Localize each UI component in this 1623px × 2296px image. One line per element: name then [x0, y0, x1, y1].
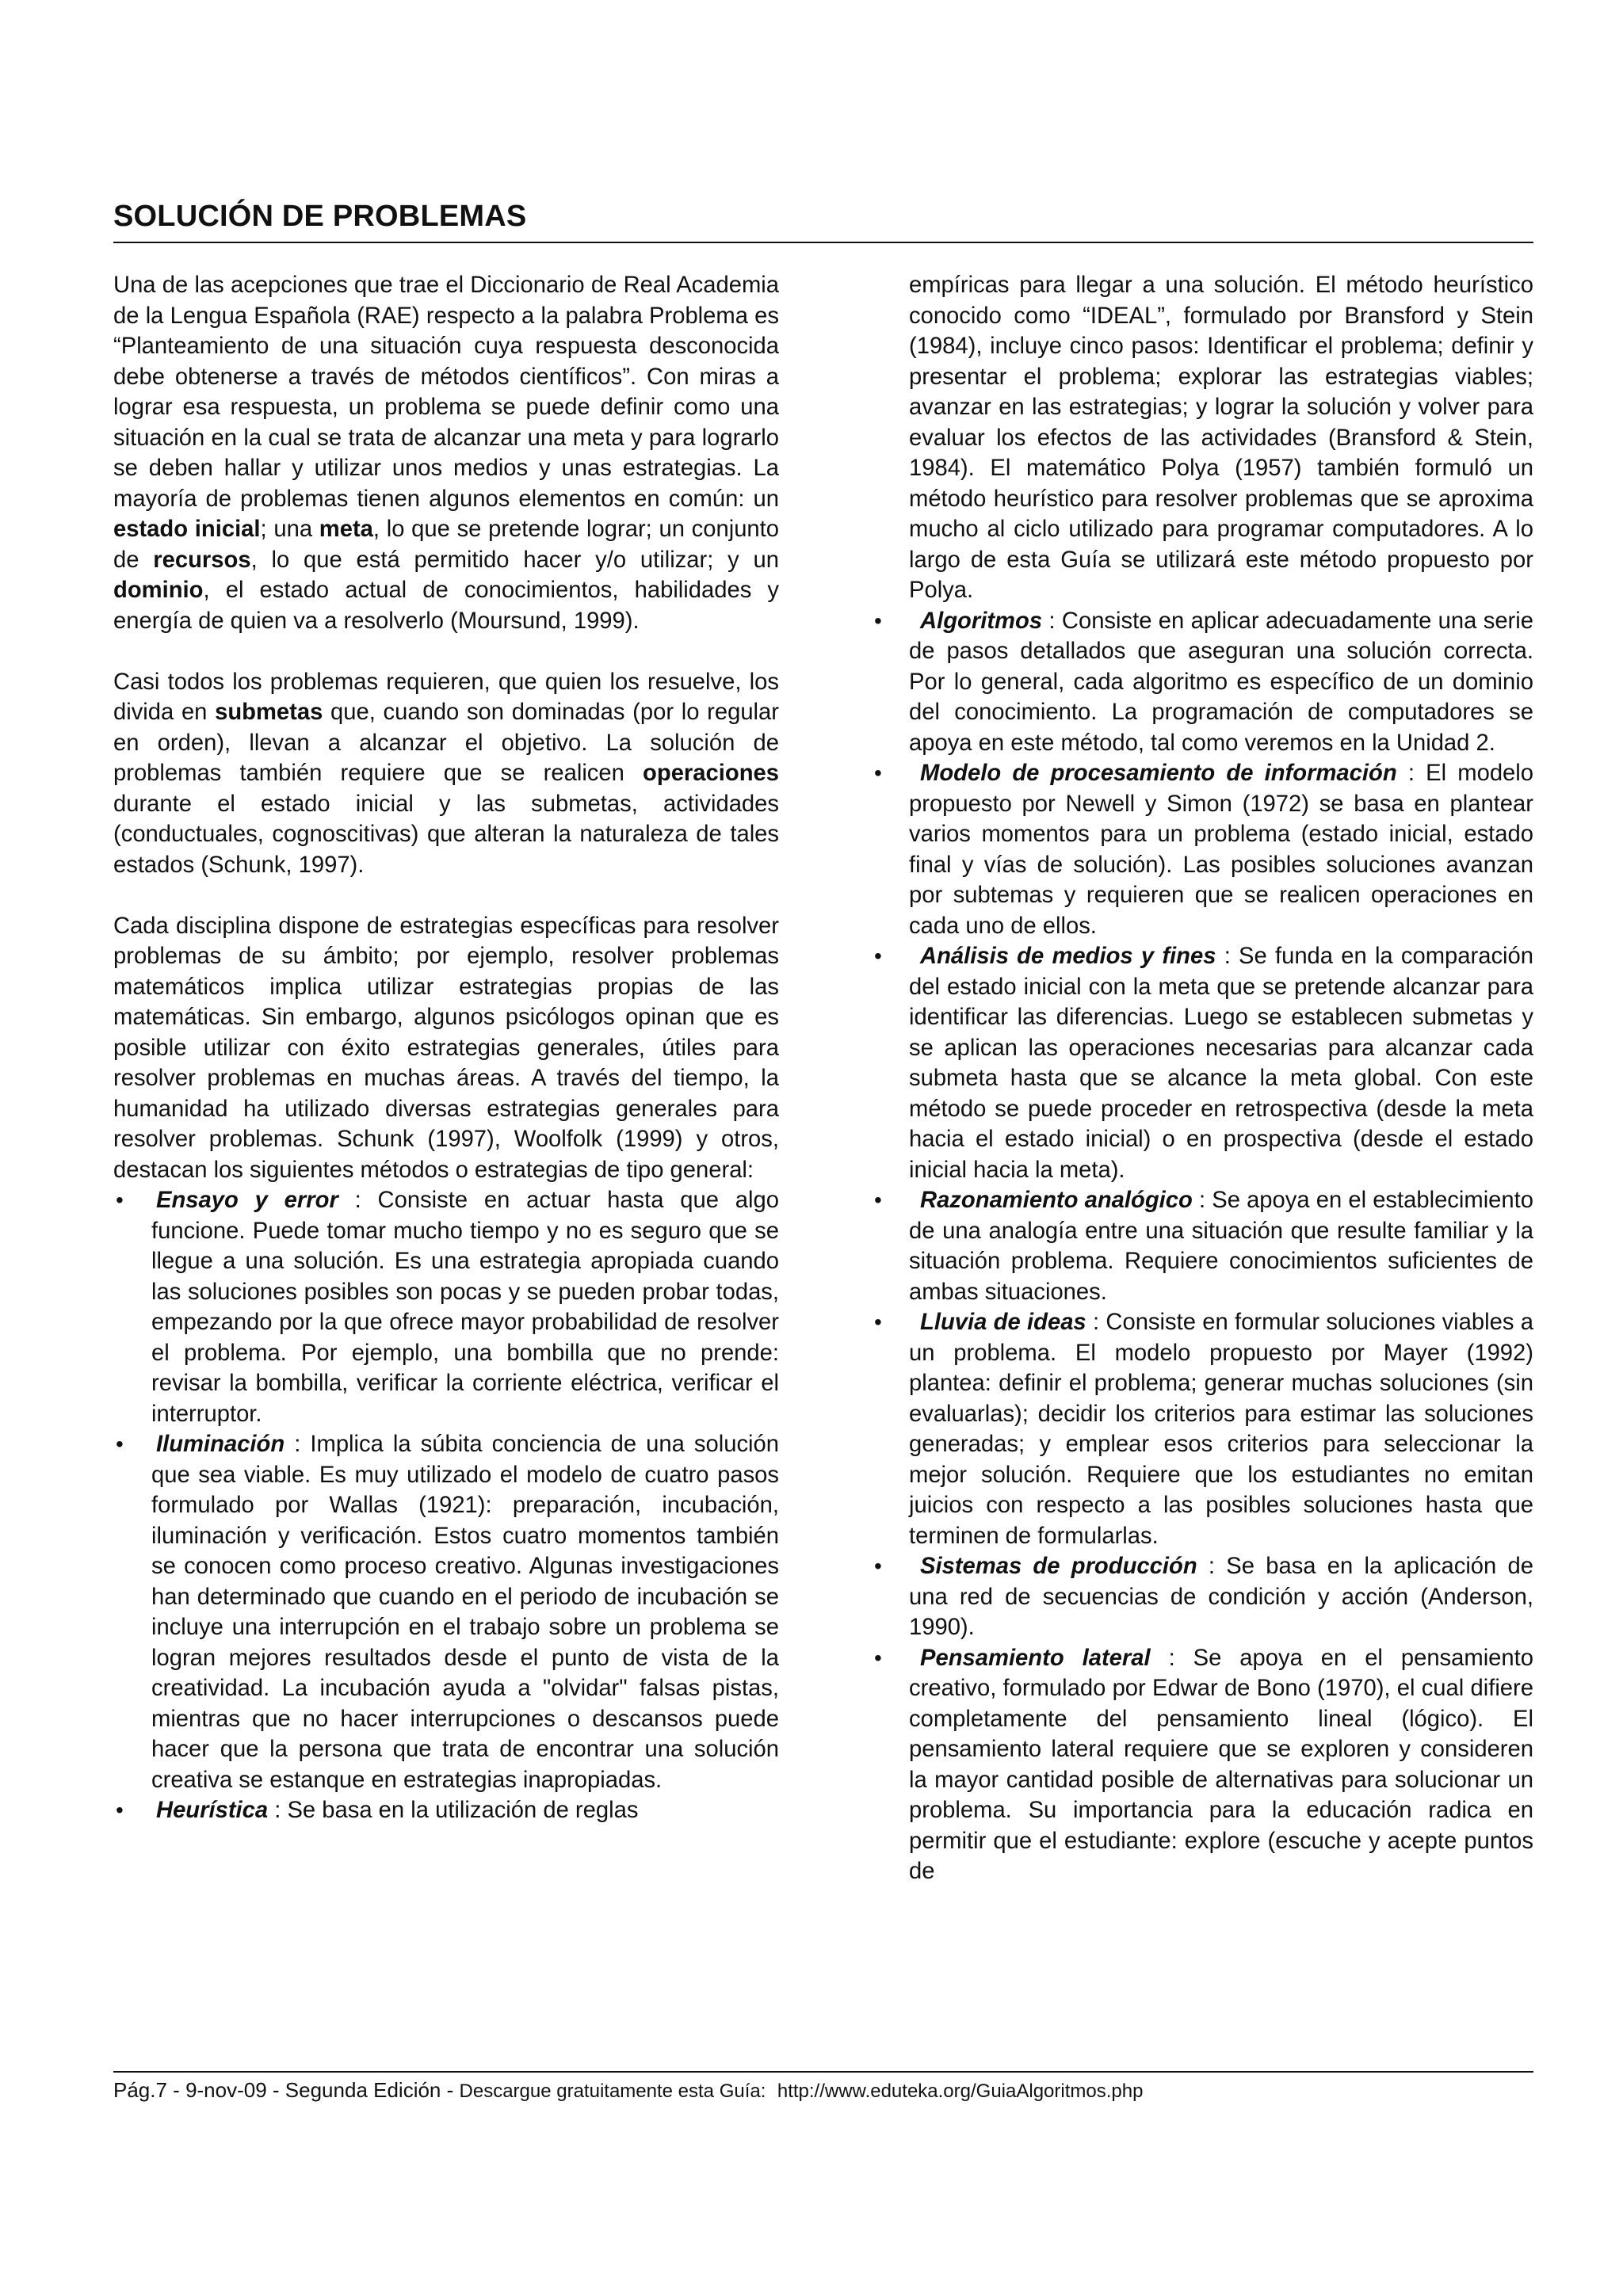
footer-rule — [113, 2071, 1533, 2073]
keyword-estado-inicial: estado inicial — [113, 517, 261, 542]
term-analisis-medios-fines: Análisis de medios y fines — [920, 944, 1216, 969]
list-item-text: : Consiste en actuar hasta que algo funcione. Puede tomar mucho tiempo y no es seguro que se llegue a una solución. Es una estrategia apropiada cuando las soluciones posibles son pocas y se pueden probar todas, empezando por la que ofrece mayor probabilidad de resolver el problema. Por ejemplo, una bombilla que no prende: revisar la bombilla, verificar la corriente eléctrica, verificar el interruptor. — [151, 1188, 779, 1427]
bullet-glyph: • — [874, 1310, 882, 1334]
text-run: Casi todos los problemas requieren, que quien los resuelve, los divida en — [113, 669, 779, 725]
list-item-text: : Se basa en la aplicación de una red de secuencias de condición y acción (Anderson, 1990). — [909, 1554, 1533, 1640]
list-item-text: : Se apoya en el pensamiento creativo, formulado por Edwar de Bono (1970), el cual difiere completamente del pensamiento lineal (lógico). El pensamiento lateral requiere que se exploren y consideren la mayor cantidad posible de alternativas para solucionar un problema. Su importancia para la educación radica en permitir que el estudiante: explore (escuche y acepte puntos de — [909, 1645, 1533, 1884]
list-item — [874, 1643, 1533, 1887]
footer-date: 9-nov-09 — [185, 2078, 267, 2102]
bullet-glyph: • — [116, 1188, 124, 1212]
list-item-text: : Consiste en aplicar adecuadamente una serie de pasos detallados que aseguran una solución correcta. Por lo general, cada algoritmo es específico de un dominio del conocimiento. La programación de computadores se apoya en este método, tal como veremos en la Unidad 2. — [909, 608, 1533, 756]
left-column — [113, 270, 779, 1826]
keyword-dominio: dominio — [113, 578, 204, 603]
list-item — [113, 1429, 779, 1795]
paragraph-strategies: Cada disciplina dispone de estrategias específicas para resolver problemas de su ámbito; por ejemplo, resolver problemas matemáticos implica utilizar estrategias propias de las matemáticas. Sin embargo, algunos psicólogos opinan que es posible utilizar con éxito estrategias generales, útiles para resolver problemas en muchas áreas. A través del tiempo, la humanidad ha utilizado diversas estrategias generales para resolver problemas. Schunk (1997), Woolfolk (1999) y otros, destacan los siguientes métodos o estrategias de tipo general: — [113, 913, 779, 1183]
strategy-list-left — [113, 1185, 779, 1826]
footer-edition: Segunda Edición — [285, 2078, 441, 2102]
term-razonamiento-analogico: Razonamiento analógico — [920, 1188, 1193, 1213]
keyword-submetas: submetas — [215, 700, 323, 725]
title-underline — [113, 242, 1533, 243]
list-item-text: : Consiste en formular soluciones viables a un problema. El modelo propuesto por Mayer (1992) plantea: definir el problema; generar muchas soluciones (sin evaluarlas); decidir los criterios para estimar las soluciones generadas; y emplear esos criterios para seleccionar la mejor solución. Requiere que los estudiantes no emitan juicios con respecto a las posibles soluciones hasta que terminen de formularlas. — [909, 1310, 1533, 1549]
bullet-glyph: • — [874, 944, 882, 968]
list-item-text: : Se apoya en el establecimiento de una analogía entre una situación que resulte familiar y la situación problema. Requiere conocimientos suficientes de ambas situaciones. — [909, 1188, 1533, 1305]
term-algoritmos: Algoritmos — [920, 608, 1043, 634]
text-run: , el estado actual de conocimientos, habilidades y energía de quien va a resolverlo (Moursund, 1999). — [113, 578, 779, 634]
list-item-text: : Se funda en la comparación del estado inicial con la meta que se pretende alcanzar para identificar las diferencias. Luego se establecen submetas y se aplican las operaciones necesarias para alcanzar cada submeta hasta que se alcance la meta global. Con este método se puede proceder en retrospectiva (desde la meta hacia el estado inicial) o en prospectiva (desde el estado inicial hacia la meta). — [909, 944, 1533, 1183]
keyword-meta: meta — [319, 517, 373, 542]
term-modelo-procesamiento: Modelo de procesamiento de información — [920, 761, 1397, 786]
term-sistemas-produccion: Sistemas de producción — [920, 1554, 1197, 1579]
paragraph-heuristica-continuation: empíricas para llegar a una solución. El método heurístico conocido como “IDEAL”, formulado por Bransford y Stein (1984), incluye cinco pasos: Identificar el problema; definir y presentar el problema; explorar las estrategias viables; avanzar en las estrategias; y lograr la solución y volver para evaluar los efectos de las actividades (Bransford & Stein, 1984). El matemático Polya (1957) también formuló un método heurístico para resolver problemas que se aproxima mucho al ciclo utilizado para programar computadores. A lo largo de esta Guía se utilizará este método propuesto por Polya. — [909, 273, 1533, 603]
term-heuristica: Heurística — [156, 1798, 269, 1823]
term-lluvia-de-ideas: Lluvia de ideas — [920, 1310, 1086, 1335]
bullet-glyph: • — [874, 761, 882, 785]
list-item — [113, 1795, 779, 1826]
footer-separator: - — [266, 2078, 285, 2102]
bullet-glyph: • — [874, 608, 882, 633]
list-item — [874, 1185, 1533, 1307]
keyword-recursos: recursos — [153, 547, 251, 573]
bullet-glyph: • — [874, 1554, 882, 1578]
keyword-operaciones: operaciones — [643, 761, 779, 786]
list-item — [874, 941, 1533, 1185]
list-item — [113, 1185, 779, 1429]
page-footer — [113, 2077, 1143, 2104]
term-iluminacion: Iluminación — [156, 1432, 285, 1457]
list-item — [874, 1551, 1533, 1643]
term-pensamiento-lateral: Pensamiento lateral — [920, 1645, 1151, 1671]
page-title: SOLUCIÓN DE PROBLEMAS — [113, 200, 527, 233]
list-item-text: : Implica la súbita conciencia de una solución que sea viable. Es muy utilizado el modelo de cuatro pasos formulado por Wallas (1921): preparación, incubación, iluminación y verificación. Estos cuatro momentos también se conocen como proceso creativo. Algunas investigaciones han determinado que cuando en el periodo de incubación se incluye una interrupción en el trabajo sobre un problema se logran mejores resultados desde el punto de vista de la creatividad. La incubación ayuda a "olvidar" falsas pistas, mientras que no hacer interrupciones o descansos puede hacer que la persona que trata de encontrar una solución creativa se estanque en estrategias inapropiadas. — [151, 1432, 779, 1793]
text-run: ; una — [260, 517, 319, 542]
right-column — [874, 270, 1533, 1887]
list-item — [874, 606, 1533, 759]
page-number: Pág.7 — [113, 2078, 167, 2102]
bullet-glyph: • — [874, 1188, 882, 1212]
bullet-glyph: • — [874, 1645, 882, 1670]
text-run: , lo que está permitido hacer y/o utilizar; y un — [250, 547, 779, 573]
paragraph-submetas — [113, 667, 779, 881]
text-run: que, cuando son dominadas (por lo regular en orden), llevan a alcanzar el objetivo. La solución de problemas también requiere que se realicen — [113, 700, 779, 786]
paragraph-definition — [113, 270, 779, 636]
footer-separator: - — [166, 2078, 186, 2102]
bullet-glyph: • — [116, 1798, 124, 1822]
list-item — [874, 1307, 1533, 1551]
text-run: Una de las acepciones que trae el Diccionario de Real Academia de la Lengua Española (RAE) respecto a la palabra Problema es “Planteamiento de una situación cuya respuesta desconocida debe obtenerse a través de métodos científicos”. Con miras a lograr esa respuesta, un problema se puede definir como una situación en la cual se trata de alcanzar una meta y para lograrlo se deben hallar y utilizar unos medios y unas estrategias. La mayoría de problemas tienen algunos elementos en común: un — [113, 273, 779, 512]
footer-separator: - — [441, 2078, 460, 2102]
text-run: , lo que se pretende lograr; un conjunto de — [113, 517, 780, 573]
list-item — [874, 758, 1533, 941]
list-item-text: : Se basa en la utilización de reglas — [268, 1798, 639, 1823]
bullet-glyph: • — [116, 1432, 124, 1456]
strategy-list-right — [874, 606, 1533, 1887]
footer-download-text: Descargue gratuitamente esta Guía: — [459, 2081, 766, 2102]
term-ensayo-y-error: Ensayo y error — [156, 1188, 338, 1213]
text-run: durante el estado inicial y las submetas, actividades (conductuales, cognoscitivas) que alteran la naturaleza de tales estados (Schunk, 1997). — [113, 791, 779, 878]
footer-url-link[interactable]: http://www.eduteka.org/GuiaAlgoritmos.php — [777, 2081, 1144, 2102]
list-item-text: : El modelo propuesto por Newell y Simon (1972) se basa en plantear varios momentos para un problema (estado inicial, estado final y vías de solución). Las posibles soluciones avanzan por subtemas y requieren que se realicen operaciones en cada uno de ellos. — [909, 761, 1533, 939]
